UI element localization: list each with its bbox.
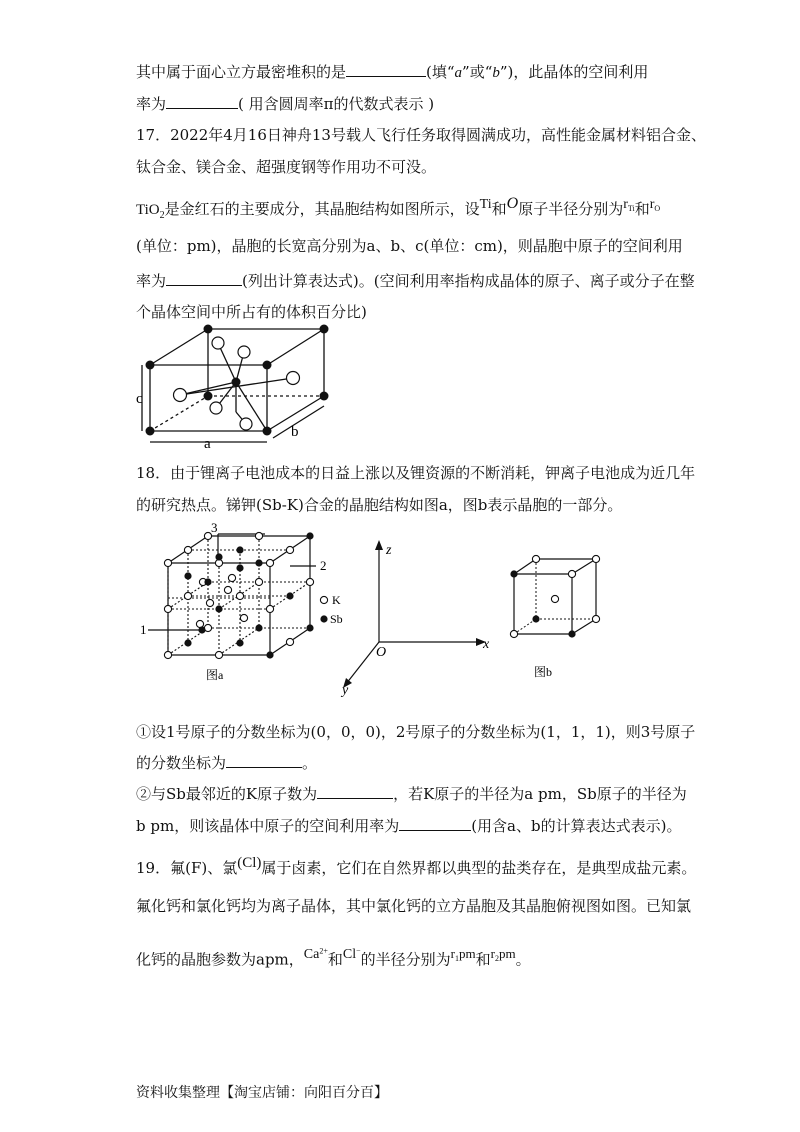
q19-line1: 19．氟(F)、氯$^{(Cl)}$属于卤素，它们在自然界都以典型的盐类存在，是典型成盐元素。 [136,855,697,877]
legend-sb-label: Sb [330,612,343,626]
q18-sub2-line1: ②与Sb最邻近的K原子数为 ，若K原子的半径为a pm，Sb原子的半径为 [136,785,687,803]
p1-line2: 率为 ( 用含圆周率π的代数式表示 ) [136,95,435,113]
legend-sb-marker [320,615,327,622]
q19-line2: 氟化钙和氯化钙均为离子晶体，其中氯化钙的立方晶胞及其晶胞俯视图如图。已知氯 [136,897,692,915]
sbk-unit-cell-figure-a [140,518,343,688]
q17-line3: TiO$_2$是金红石的主要成分，其晶胞结构如图所示，设$^{Ti}$和$^O$原子半径分别为$^{r_{Ti}}$和$^{r_O}$ [136,195,661,221]
answer-blank[interactable] [166,271,242,286]
atom-2-label: 2 [320,558,327,573]
q18-line2: 的研究热点。锑钾(Sb-K)合金的晶胞结构如图a，图b表示晶胞的一部分。 [136,496,623,514]
label-c: c [136,391,143,407]
answer-blank[interactable] [399,816,471,831]
q17-line1: 17．2022年4月16日神舟13号载人飞行任务取得圆满成功，高性能金属材料铝合金、 [136,126,706,144]
p1-line1: 其中属于面心立方最密堆积的是 (填“a”或“b”)，此晶体的空间利用 [136,63,649,81]
atom-1-label: 1 [140,622,147,637]
axis-z-label: z [386,543,392,558]
legend-k-label: K [332,593,341,607]
q18-sub1-line2: 的分数坐标为 。 [136,754,318,772]
rutile-unit-cell-figure [128,318,338,452]
q17-line2: 钛合金、镁合金、超强度钢等作用功不可没。 [136,158,437,176]
coordinate-axes-figure [340,532,500,702]
answer-blank[interactable] [166,94,238,109]
label-b: b [291,424,299,440]
legend-k-marker [320,596,327,603]
footer-source: 资料收集整理【淘宝店铺：向阳百分百】 [136,1085,388,1101]
q17-line6: 个晶体空间中所占有的体积百分比) [136,303,367,321]
answer-blank[interactable] [226,753,302,768]
q18-line1: 18．由于锂离子电池成本的日益上涨以及锂资源的不断消耗，钾离子电池成为近几年 [136,464,696,482]
q17-line5: 率为 (列出计算表达式)。(空间利用率指构成晶体的原子、离子或分子在整 [136,272,695,290]
sbk-partial-cell-figure-b [500,552,620,692]
q18-sub2-line2: b pm，则该晶体中原子的空间利用率为 (用含a、b的计算表达式表示)。 [136,817,682,835]
axis-y-label: y [342,683,349,698]
answer-blank[interactable] [317,784,393,799]
axis-x-label: x [483,637,490,652]
q18-sub1-line1: ①设1号原子的分数坐标为(0，0，0)，2号原子的分数坐标为(1，1，1)，则3号原子 [136,723,696,741]
answer-blank[interactable] [346,62,426,77]
caption-fig-b: 图b [534,665,553,679]
label-a: a [204,436,211,452]
caption-fig-a: 图a [206,668,224,682]
q17-line4: (单位：pm)，晶胞的长宽高分别为a、b、c(单位：cm)，则晶胞中原子的空间利用 [136,237,683,255]
q19-line3: 化钙的晶胞参数为apm，$^{Ca^{2+}}$和$^{Cl^-}$的半径分别为$^{r_1pm}$和$^{r_2pm}$。 [136,946,531,969]
origin-label: O [376,645,387,660]
atom-3-label: 3 [211,520,218,535]
